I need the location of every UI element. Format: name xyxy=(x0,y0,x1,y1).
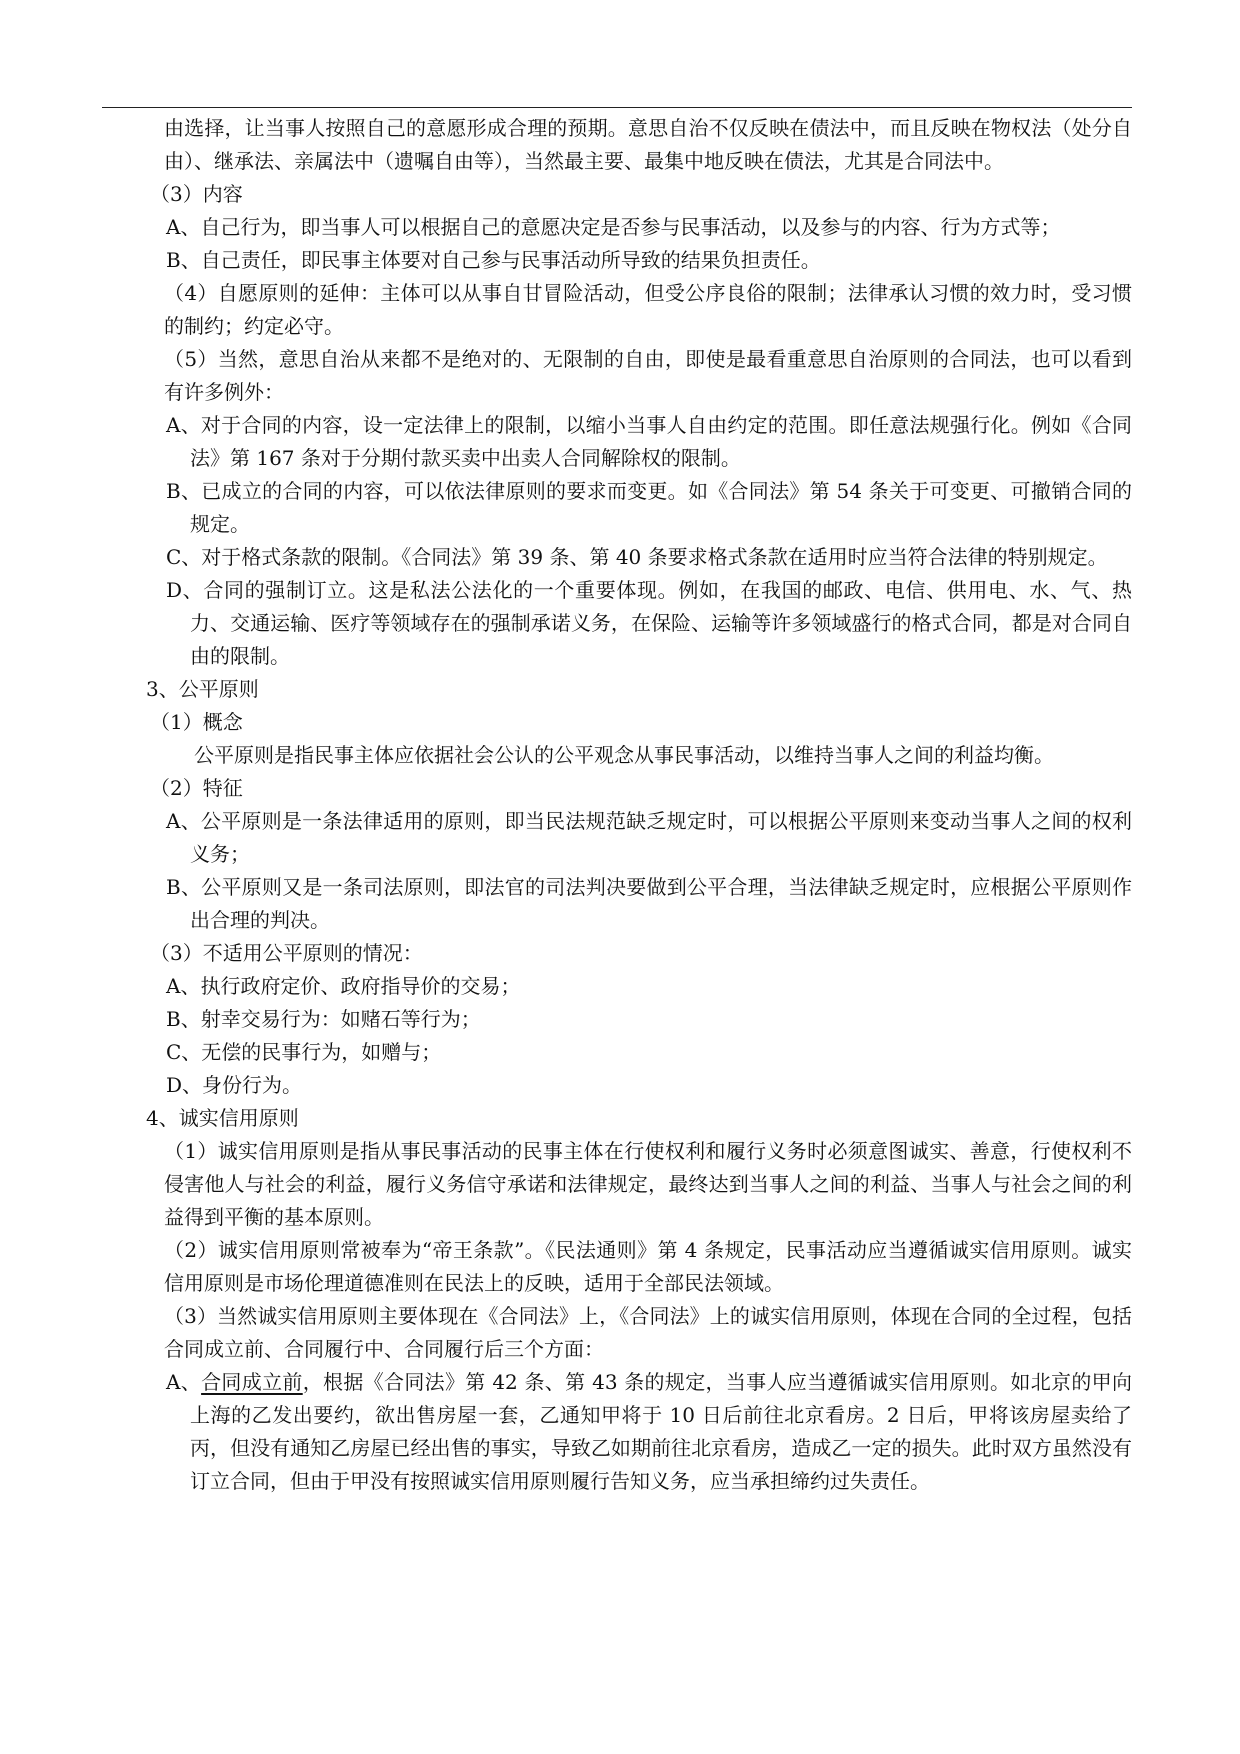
list-item: A、公平原则是一条法律适用的原则，即当民法规范缺乏规定时，可以根据公平原则来变动当事人之间的权利义务； xyxy=(166,809,1132,866)
paragraph: （2）诚实信用原则常被奉为“帝王条款”。《民法通则》第 4 条规定，民事活动应当遵循诚实信用原则。诚实信用原则是市场伦理道德准则在民法上的反映，适用于全部民法领域。 xyxy=(164,1238,1132,1295)
paragraph: （4）自愿原则的延伸：主体可以从事自甘冒险活动，但受公序良俗的限制；法律承认习惯的效力时，受习惯的制约；约定必守。 xyxy=(164,281,1132,338)
subheading: （3）不适用公平原则的情况： xyxy=(150,941,423,965)
list-item: C、对于格式条款的限制。《合同法》第 39 条、第 40 条要求格式条款在适用时应当符合法律的特别规定。 xyxy=(166,545,1108,569)
paragraph: （1）诚实信用原则是指从事民事活动的民事主体在行使权利和履行义务时必须意图诚实、善意，行使权利不侵害他人与社会的利益，履行义务信守承诺和法律规定，最终达到当事人之间的利益、当事人与社会之间的利益得到平衡的基本原则。 xyxy=(164,1139,1132,1229)
list-item-prefix: A、 xyxy=(166,1370,202,1394)
underlined-term: 合同成立前 xyxy=(201,1370,303,1394)
section-heading: 4、诚实信用原则 xyxy=(146,1106,299,1130)
list-item: B、公平原则又是一条司法原则，即法官的司法判决要做到公平合理，当法律缺乏规定时，应根据公平原则作出合理的判决。 xyxy=(166,875,1132,932)
section-heading: 3、公平原则 xyxy=(146,677,259,701)
list-item: A、执行政府定价、政府指导价的交易； xyxy=(166,974,521,998)
list-item: D、身份行为。 xyxy=(166,1073,303,1097)
list-item: B、射幸交易行为：如赌石等行为； xyxy=(166,1007,481,1031)
list-item: B、已成立的合同的内容，可以依法律原则的要求而变更。如《合同法》第 54 条关于可变更、可撤销合同的规定。 xyxy=(166,479,1132,536)
list-item: B、自己责任，即民事主体要对自己参与民事活动所导致的结果负担责任。 xyxy=(166,248,821,272)
subheading: （3）内容 xyxy=(150,182,243,206)
paragraph: 由选择，让当事人按照自己的意愿形成合理的预期。意思自治不仅反映在债法中，而且反映在物权法（处分自由）、继承法、亲属法中（遗嘱自由等），当然最主要、最集中地反映在债法，尤其是合同法中。 xyxy=(164,116,1132,173)
list-item xyxy=(102,1366,1132,1498)
list-item: C、无偿的民事行为，如赠与； xyxy=(166,1040,442,1064)
list-item: A、自己行为，即当事人可以根据自己的意愿决定是否参与民事活动，以及参与的内容、行为方式等； xyxy=(166,215,1061,239)
list-item-text: ，根据《合同法》第 42 条、第 43 条的规定，当事人应当遵循诚实信用原则。如北京的甲向上海的乙发出要约，欲出售房屋一套，乙通知甲将于 10 日后前往北京看房。2 日后，甲将该房屋卖给了丙，但没有通知乙房屋已经出售的事实，导致乙如期前往北京看房，造成乙一定的损失。此时双方虽然没有订立合同，但由于甲没有按照诚实信用原则履行告知义务，应当承担缔约过失责任。 xyxy=(190,1370,1132,1493)
paragraph: （3）当然诚实信用原则主要体现在《合同法》上，《合同法》上的诚实信用原则，体现在合同的全过程，包括合同成立前、合同履行中、合同履行后三个方面： xyxy=(164,1304,1132,1361)
subheading: （2）特征 xyxy=(150,776,243,800)
subheading: （1）概念 xyxy=(150,710,243,734)
paragraph: 公平原则是指民事主体应依据社会公认的公平观念从事民事活动，以维持当事人之间的利益均衡。 xyxy=(194,743,1054,767)
header-rule xyxy=(102,107,1132,108)
paragraph: （5）当然，意思自治从来都不是绝对的、无限制的自由，即使是最看重意思自治原则的合同法，也可以看到有许多例外： xyxy=(164,347,1132,404)
list-item: D、合同的强制订立。这是私法公法化的一个重要体现。例如，在我国的邮政、电信、供用电、水、气、热力、交通运输、医疗等领域存在的强制承诺义务，在保险、运输等许多领域盛行的格式合同，都是对合同自由的限制。 xyxy=(166,578,1132,668)
document-body xyxy=(102,112,1132,1498)
list-item: A、对于合同的内容，设一定法律上的限制，以缩小当事人自由约定的范围。即任意法规强行化。例如《合同法》第 167 条对于分期付款买卖中出卖人合同解除权的限制。 xyxy=(166,413,1132,470)
